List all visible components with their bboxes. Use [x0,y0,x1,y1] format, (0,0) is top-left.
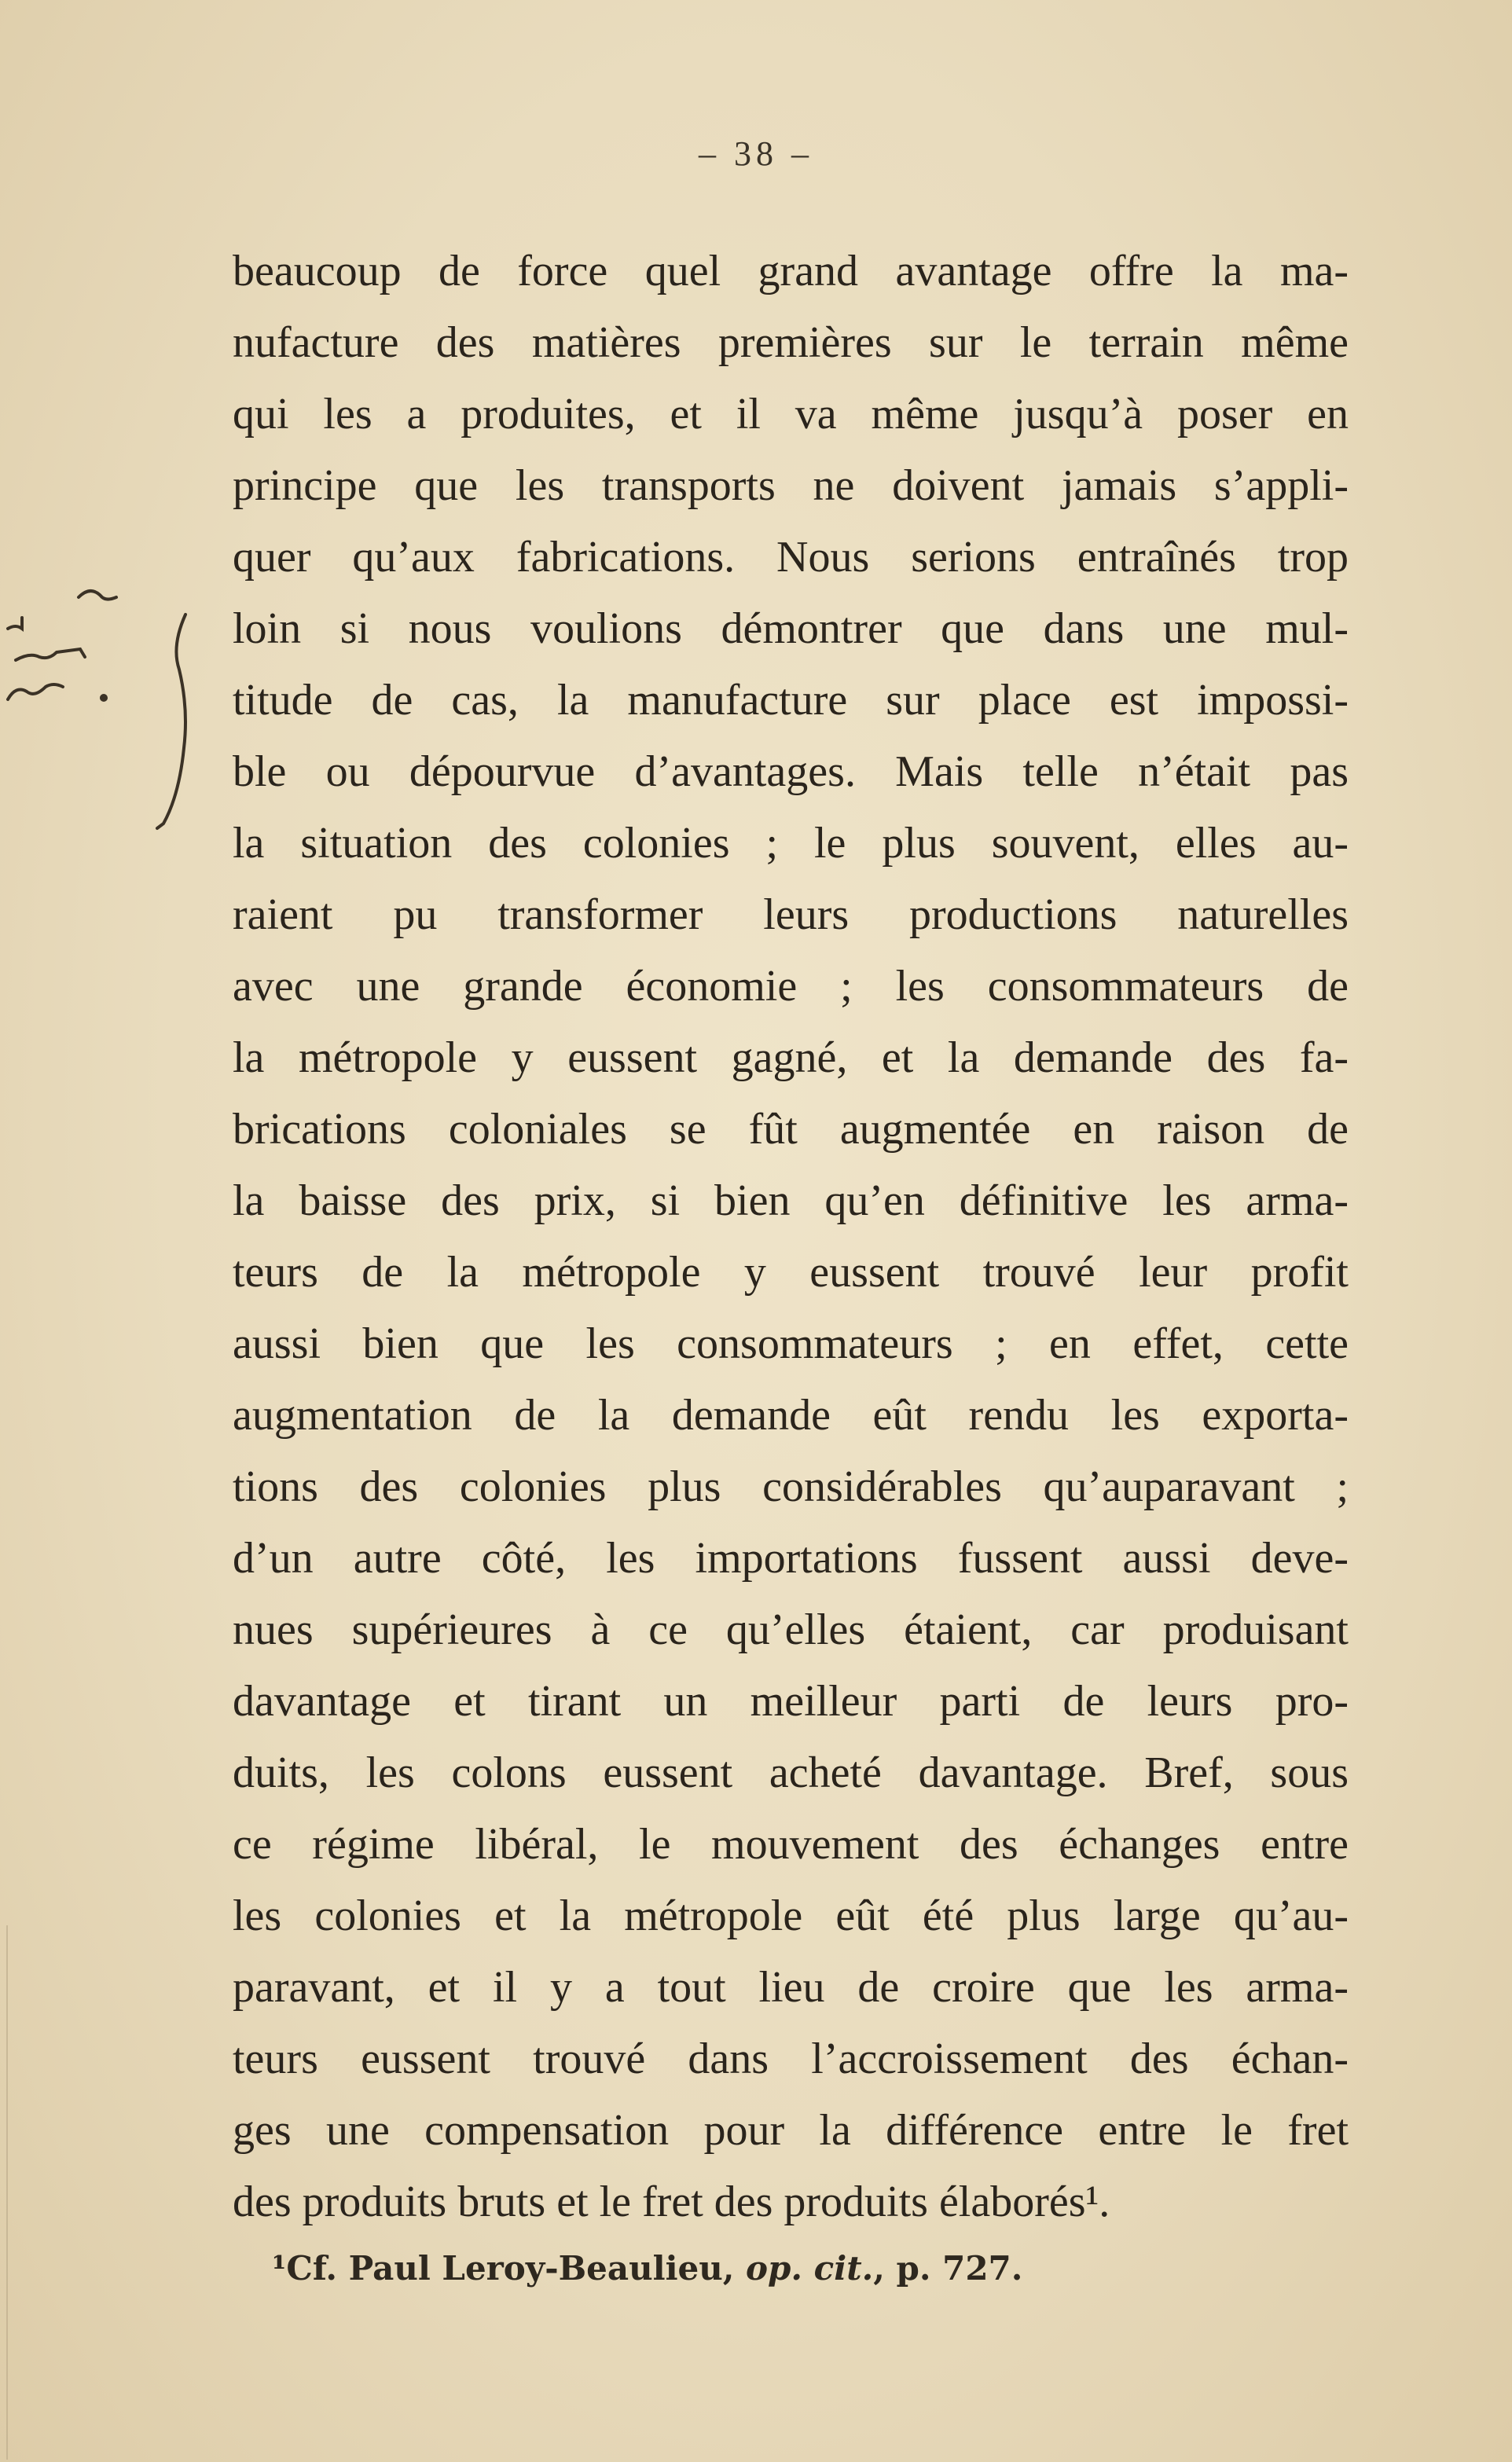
text-line: la métropole y eussent gagné, et la demande des fa- [233,1033,1349,1082]
text-line: loin si nous voulions démontrer que dans une mul- [233,604,1349,653]
text-line: quer qu’aux fabrications. Nous serions entraînés trop [233,533,1349,582]
text-line: aussi bien que les consommateurs ; en effet, cette [233,1319,1349,1368]
footnote-marker: ¹ [272,2249,287,2288]
handwritten-marginalia [0,566,228,833]
text-line: nufacture des matières premières sur le terrain même [233,318,1349,367]
page-number: – 38 – [699,134,813,173]
text-line: teurs de la métropole y eussent trouvé leur profit [233,1248,1349,1297]
text-line: ce régime libéral, le mouvement des échanges entre [233,1820,1349,1869]
marginal-scribble-3 [16,649,85,660]
text-line: duits, les colons eussent acheté davantage. Bref, sous [233,1748,1349,1797]
text-line: beaucoup de force quel grand avantage offre la ma- [233,247,1349,295]
marginal-scribble-2 [8,618,22,629]
text-line: les colonies et la métropole eût été plus large qu’au- [233,1891,1349,1940]
text-line: paravant, et il y a tout lieu de croire que les arma- [233,1963,1349,2012]
text-line: qui les a produites, et il va même jusqu’à poser en [233,390,1349,438]
text-line: ble ou dépourvue d’avantages. Mais telle n’était pas [233,747,1349,796]
text-line: ges une compensation pour la différence entre le fret [233,2106,1349,2155]
text-line: des produits bruts et le fret des produits élaborés¹. [233,2178,1110,2226]
text-line: nues supérieures à ce qu’elles étaient, car produisant [233,1605,1349,1654]
text-line: la baisse des prix, si bien qu’en définitive les arma- [233,1176,1349,1225]
text-line: tions des colonies plus considérables qu’auparavant ; [233,1462,1349,1511]
text-line: d’un autre côté, les importations fussent aussi deve- [233,1534,1349,1583]
text-line: raient pu transformer leurs productions naturelles [233,890,1349,939]
text-line: avec une grande économie ; les consommateurs de [233,962,1349,1011]
text-line: teurs eussent trouvé dans l’accroissement des échan- [233,2035,1349,2083]
footnote-suffix: , p. 727. [873,2249,1023,2288]
text-line: davantage et tirant un meilleur parti de leurs pro- [233,1677,1349,1726]
text-line: principe que les transports ne doivent jamais s’appli- [233,461,1349,510]
marginal-scribble-1 [79,591,116,600]
text-line: la situation des colonies ; le plus souvent, elles au- [233,819,1349,868]
marginal-scribble-4 [8,684,63,699]
margin-bracket [157,615,185,828]
text-line: brications coloniales se fût augmentée en raison de [233,1105,1349,1154]
text-line: titude de cas, la manufacture sur place est impossi- [233,676,1349,725]
text-line: augmentation de la demande eût rendu les exporta- [233,1391,1349,1440]
marginal-dot [101,695,106,700]
footnote [272,2249,1022,2288]
page-edge-rule [6,1925,8,2460]
footnote-italic: op. cit. [746,2249,874,2288]
footnote-prefix: Cf. Paul Leroy-Beaulieu, [286,2249,747,2288]
body-text [233,236,1349,2238]
